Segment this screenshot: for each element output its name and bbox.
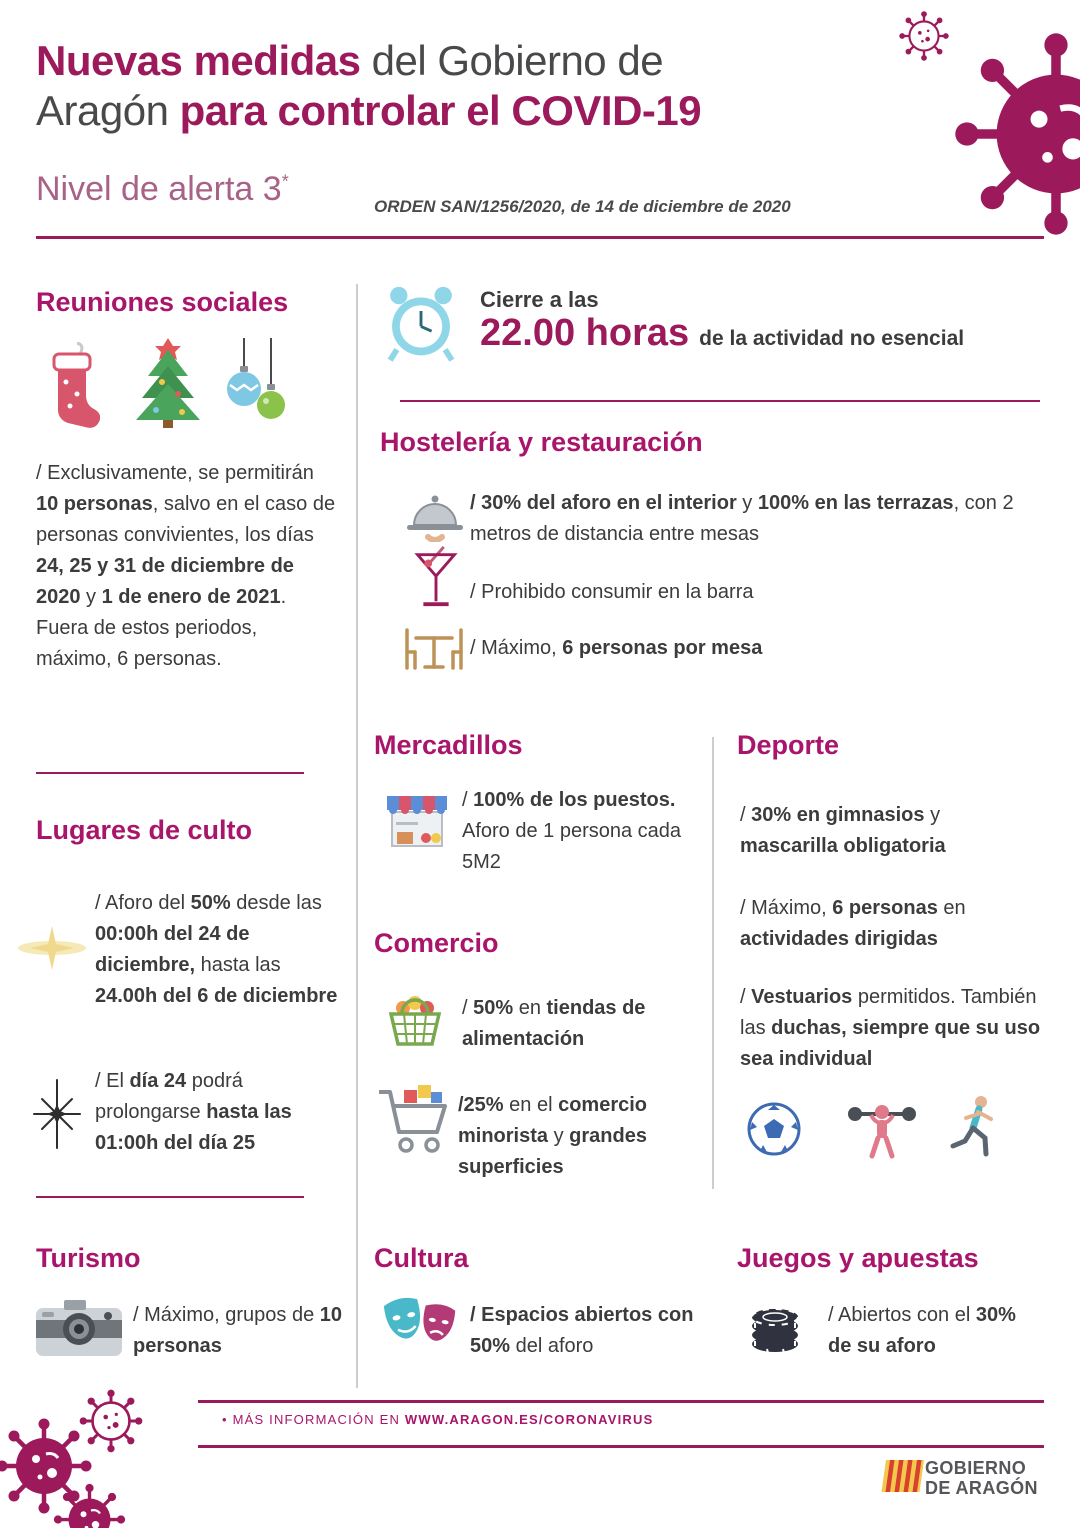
divider: [198, 1400, 1044, 1403]
baubles-icon: [224, 338, 288, 428]
comercio-item-text: / 50% en tiendas de alimentación: [462, 997, 646, 1050]
closing-title: Cierre a las: [480, 287, 599, 312]
page-title-line1: Nuevas medidas del Gobierno de: [36, 37, 664, 84]
section-heading-juegos: Juegos y apuestas: [737, 1243, 979, 1273]
turismo-text: / Máximo, grupos de 10 personas: [133, 1304, 342, 1357]
divider: [356, 284, 358, 1388]
divider: [400, 400, 1040, 402]
section-heading-comercio: Comercio: [374, 928, 499, 958]
deporte-item-text: / 30% en gimnasios y mascarilla obligatoria: [740, 804, 946, 857]
divider: [36, 772, 304, 774]
aragon-flag-icon: [878, 1460, 924, 1492]
logo-line2: DE ARAGÓN: [925, 1478, 1038, 1499]
culto-item-text: / Aforo del 50% desde las 00:00h del 24 de diciembre, hasta las 24.00h del 6 de diciembre: [95, 892, 338, 1007]
section-heading-hosteleria: Hostelería y restauración: [380, 427, 703, 457]
hosteleria-item-text: / Máximo, 6 personas por mesa: [470, 637, 763, 659]
grocery-basket-icon: [382, 986, 448, 1048]
alert-note-mark: *: [281, 171, 289, 192]
shopping-cart-icon: [376, 1082, 454, 1158]
culto-item-text: / El día 24 podrá prolongarse hasta las 01:00h del día 25: [95, 1070, 292, 1154]
deporte-item-text: / Vestuarios permitidos. También las duchas, siempre que su uso sea individual: [740, 986, 1041, 1070]
alert-level: Nivel de alerta 3*: [36, 170, 289, 208]
deporte-item-text: / Máximo, 6 personas en actividades dirigidas: [740, 897, 966, 950]
mercadillos-text: / 100% de los puestos. Aforo de 1 persona cada 5M2: [462, 789, 682, 873]
page-title-line2: Aragón para controlar el COVID-19: [36, 87, 702, 135]
stocking-icon: [42, 342, 100, 428]
closing-scope: de la actividad no esencial: [699, 327, 965, 350]
hosteleria-item-text: / Prohibido consumir en la barra: [470, 581, 754, 603]
theater-masks-icon: [382, 1294, 460, 1356]
camera-icon: [34, 1296, 124, 1358]
section-heading-culto: Lugares de culto: [36, 815, 253, 845]
page-title: [36, 36, 701, 137]
poker-chips-icon: [748, 1294, 814, 1354]
running-icon: [945, 1094, 1003, 1160]
virus-icon: [898, 10, 950, 62]
soccer-ball-icon: [745, 1100, 803, 1158]
star-icon: [26, 1078, 88, 1150]
reuniones-text: / Exclusivamente, se permitirán 10 personas, salvo en el caso de personas convivientes, los días 24, 25 y 31 de diciembre de 2020 y 1 de enero de 2021. Fuera de estos periodos, máximo, 6 personas.: [36, 462, 336, 670]
comercio-item-text: /25% en el comercio minorista y grandes superficies: [458, 1094, 648, 1178]
cloche-icon: [406, 492, 464, 542]
candle-glow-icon: [14, 920, 90, 976]
alarm-clock-icon: [382, 283, 460, 365]
cultura-text: / Espacios abiertos con 50% del aforo: [470, 1304, 694, 1357]
section-heading-deporte: Deporte: [737, 730, 840, 760]
market-stall-icon: [382, 790, 452, 854]
section-heading-mercadillos: Mercadillos: [374, 730, 523, 760]
section-heading-reuniones: Reuniones sociales: [36, 287, 289, 317]
divider: [36, 236, 1044, 239]
closing-time: 22.00 horas: [480, 312, 690, 354]
divider: [36, 1196, 304, 1198]
hosteleria-item-text: / 30% del aforo en el interior y 100% en las terrazas, con 2 metros de distancia entre mesas: [470, 492, 1014, 545]
divider: [712, 737, 714, 1189]
juegos-text: / Abiertos con el 30% de su aforo: [828, 1304, 1016, 1357]
government-logo: [925, 1458, 1038, 1498]
cocktail-icon: [414, 545, 458, 611]
weightlifting-icon: [845, 1098, 919, 1160]
section-heading-turismo: Turismo: [36, 1243, 141, 1273]
christmas-tree-icon: [126, 336, 210, 428]
logo-line1: GOBIERNO: [925, 1458, 1027, 1478]
section-heading-cultura: Cultura: [374, 1243, 469, 1273]
more-info-text: • MÁS INFORMACIÓN EN WWW.ARAGON.ES/CORONAVIRUS: [222, 1412, 654, 1427]
virus-icon: [0, 1386, 230, 1528]
virus-icon: [950, 28, 1080, 240]
order-reference: ORDEN SAN/1256/2020, de 14 de diciembre de 2020: [374, 197, 791, 216]
divider: [198, 1445, 1044, 1448]
closing-detail: [480, 312, 964, 355]
table-chairs-icon: [402, 626, 466, 672]
